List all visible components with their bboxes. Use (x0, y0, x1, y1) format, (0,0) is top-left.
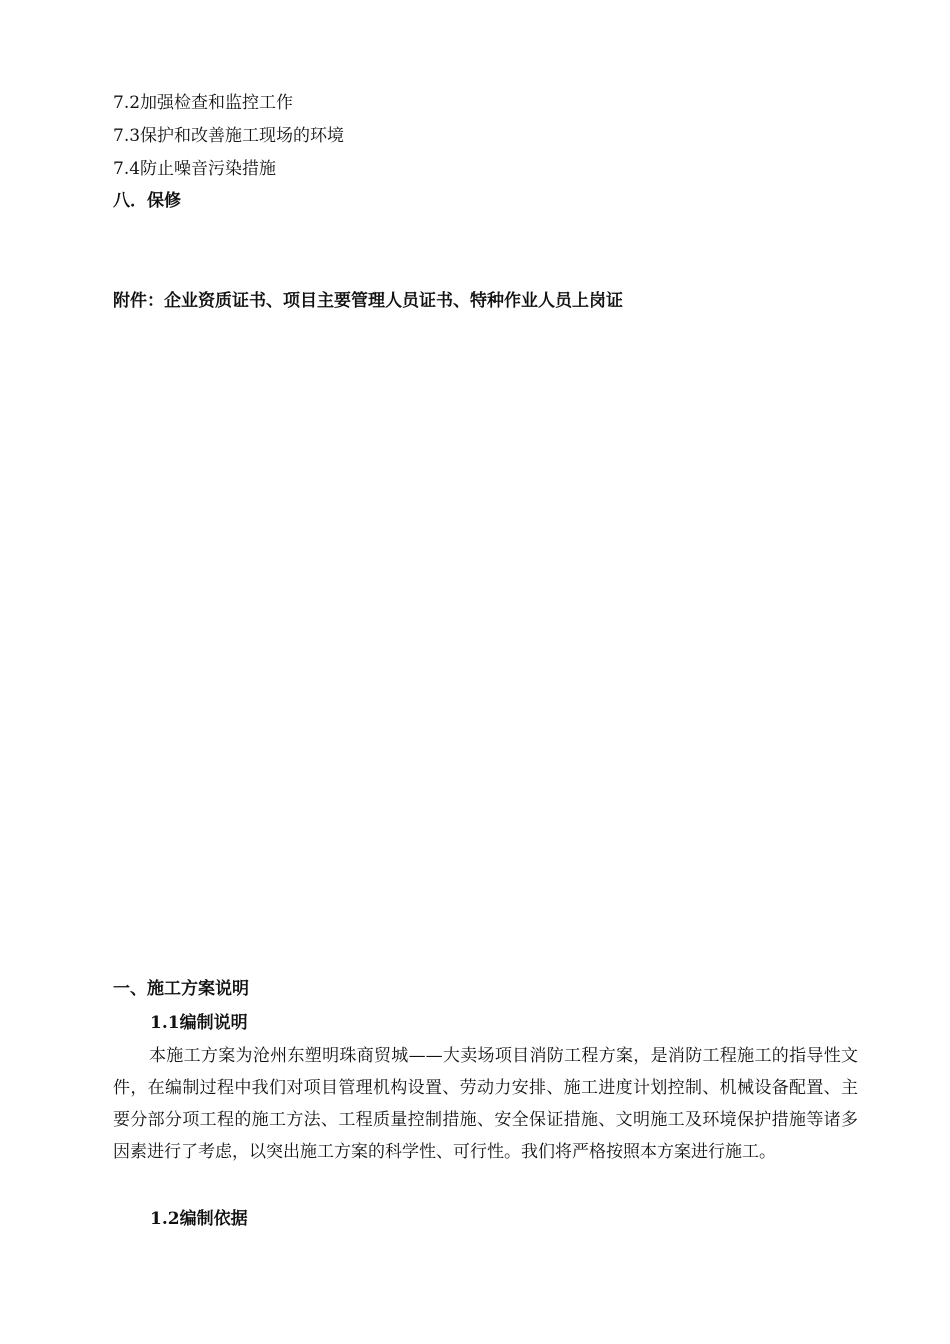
section-heading: 一、施工方案说明 (113, 979, 249, 999)
attachment-line: 附件：企业资质证书、项目主要管理人员证书、特种作业人员上岗证 (113, 291, 623, 311)
subsection-heading-1-1: 1.1编制说明 (150, 1013, 248, 1033)
toc-item-7-3: 7.3保护和改善施工现场的环境 (113, 126, 345, 146)
body-paragraph: 本施工方案为沧州东塑明珠商贸城——大卖场项目消防工程方案，是消防工程施工的指导性文件，在编制过程中我们对项目管理机构设置、劳动力安排、施工进度计划控制、机械设备配置、主要分部分项工程的施工方法、工程质量控制措施、安全保证措施、文明施工及环境保护措施等诸多因素进行了考虑，以突出施工方案的科学性、可行性。我们将严格按照本方案进行施工。 (113, 1046, 858, 1162)
toc-chapter-8: 八．保修 (113, 191, 181, 211)
toc-item-7-2: 7.2加强检查和监控工作 (113, 93, 294, 113)
toc-item-7-4: 7.4防止噪音污染措施 (113, 159, 277, 179)
subsection-heading-1-2: 1.2编制依据 (150, 1209, 248, 1229)
